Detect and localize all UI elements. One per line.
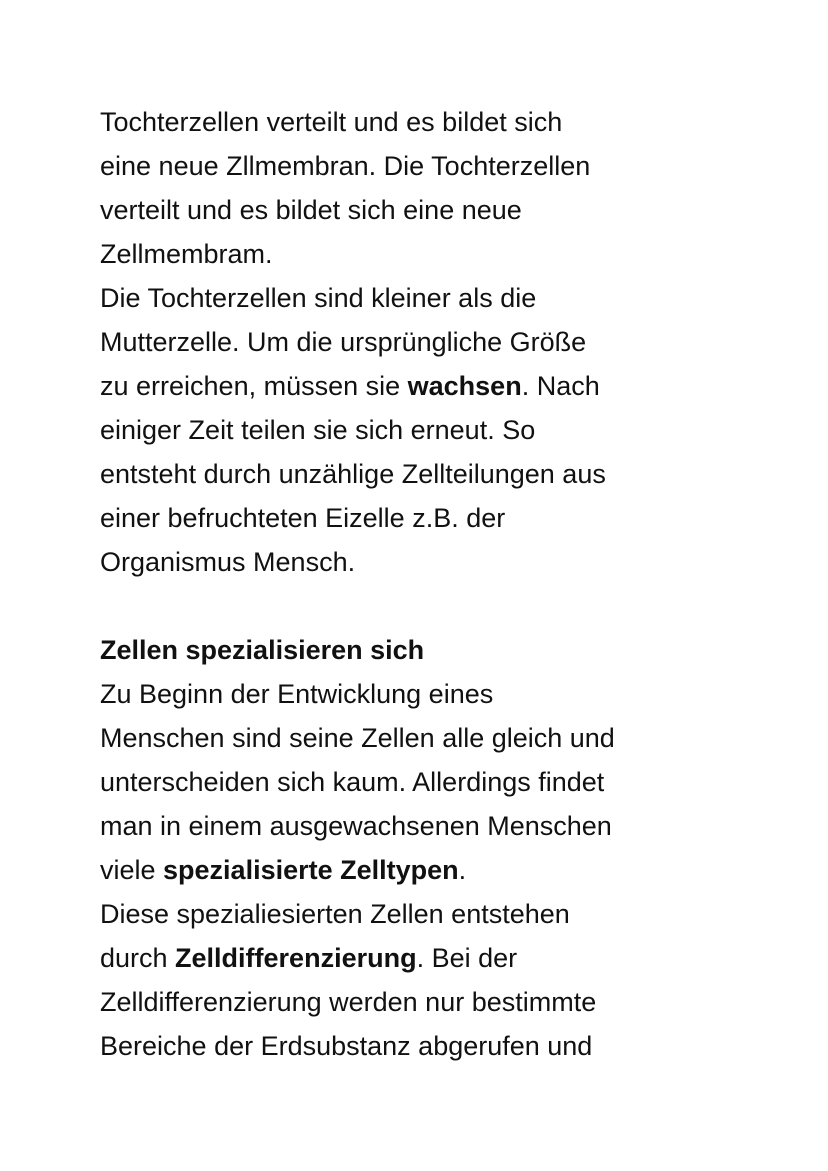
text-line: man in einem ausgewachsenen Menschen <box>100 811 612 841</box>
text: durch <box>100 943 176 973</box>
text-line: Mutterzelle. Um die ursprüngliche Größe <box>100 327 587 357</box>
text: . Nach <box>521 371 600 401</box>
text-line: Tochterzellen verteilt und es bildet sich <box>100 107 563 137</box>
text: . <box>458 855 467 885</box>
section-heading <box>100 628 800 672</box>
text-line <box>100 848 800 892</box>
text-line <box>100 364 800 408</box>
text-line: verteilt und es bildet sich eine neue <box>100 195 522 225</box>
text-line: Die Tochterzellen sind kleiner als die <box>100 283 537 313</box>
bold-term-zelltypen: spezialisierte Zelltypen <box>163 855 459 885</box>
paragraph-cell-division <box>100 100 800 276</box>
text-line: einer befruchteten Eizelle z.B. der <box>100 503 506 533</box>
text: viele <box>100 855 164 885</box>
text-line: unterscheiden sich kaum. Allerdings findet <box>100 767 605 797</box>
text-line <box>100 936 800 980</box>
paragraph-growth <box>100 276 800 584</box>
document-page <box>100 100 800 1068</box>
text: . Bei der <box>416 943 518 973</box>
paragraph-specialization <box>100 672 800 892</box>
text-line: eine neue Zllmembran. Die Tochterzellen <box>100 151 591 181</box>
text-line: entsteht durch unzählige Zellteilungen aus <box>100 459 606 489</box>
text-line: Menschen sind seine Zellen alle gleich und <box>100 723 615 753</box>
heading-text: Zellen spezialisieren sich <box>100 635 425 665</box>
text-line: Zelldifferenzierung werden nur bestimmte <box>100 987 597 1017</box>
text-line: Organismus Mensch. <box>100 547 356 577</box>
paragraph-differentiation <box>100 892 800 1068</box>
text-line: Diese spezialiesierten Zellen entstehen <box>100 899 570 929</box>
text: zu erreichen, müssen sie <box>100 371 408 401</box>
text-line: Zu Beginn der Entwicklung eines <box>100 679 494 709</box>
bold-term-zelldifferenzierung: Zelldifferenzierung <box>175 943 417 973</box>
text-line: Zellmembram. <box>100 239 273 269</box>
bold-term-wachsen: wachsen <box>407 371 522 401</box>
blank-line <box>100 584 800 628</box>
text-line: Bereiche der Erdsubstanz abgerufen und <box>100 1031 593 1061</box>
text-line: einiger Zeit teilen sie sich erneut. So <box>100 415 536 445</box>
